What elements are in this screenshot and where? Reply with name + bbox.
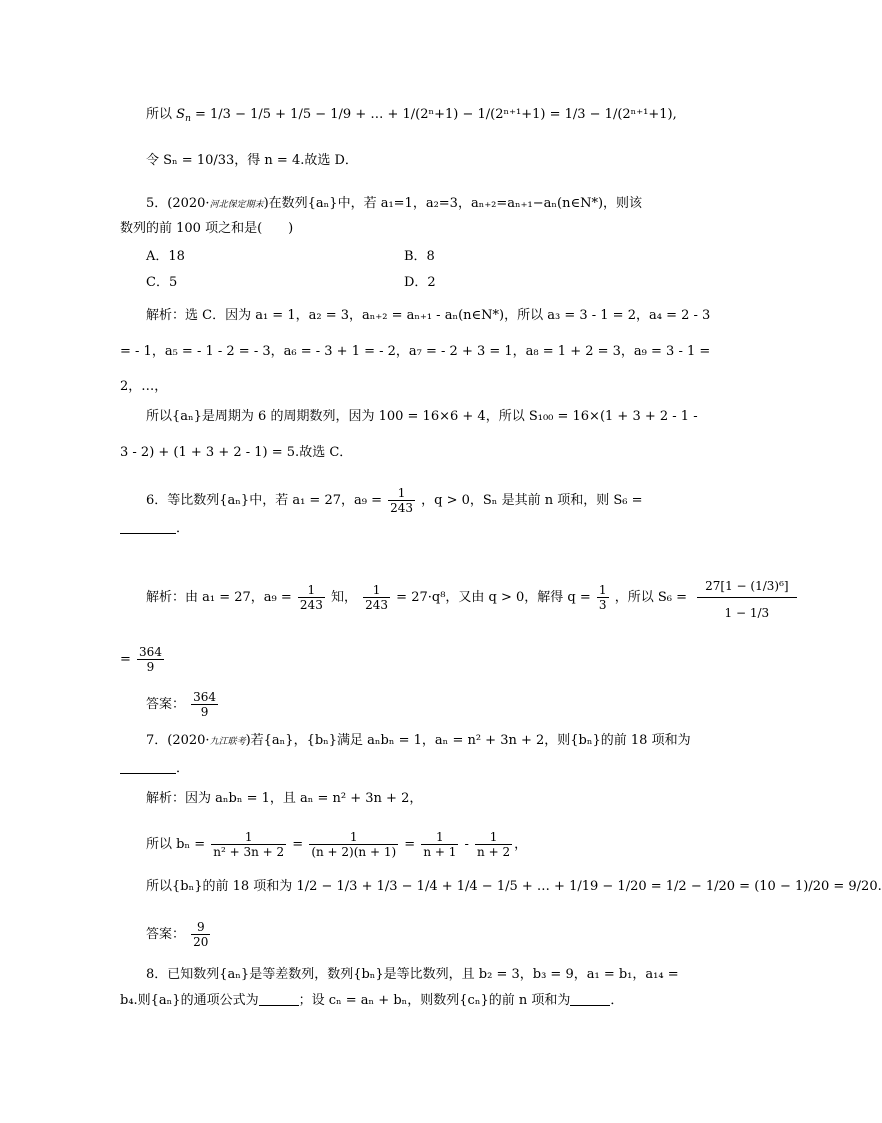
text: 所以 <box>146 107 173 122</box>
fraction-364-9-answer: $\frac{364}{9}$ <box>193 690 217 719</box>
solution-5-line5: 3 - 2) + (1 + 3 + 2 - 1) = 5.故选 C． <box>120 445 353 460</box>
let-line: 令 Sₙ = 10/33，得 n = 4.故选 D． <box>146 153 358 168</box>
answer-blank-6: ． <box>120 520 189 538</box>
fraction-364-9: $\frac{364}{9}$ <box>139 645 162 674</box>
answer-blank-7: ． <box>120 760 189 778</box>
problem-8-stem-cont: b₄.则{aₙ}的通项公式为 ；设 cₙ = aₙ + bₙ，则数列{cₙ}的前 n 项和为 ． <box>120 993 624 1008</box>
option-a: A．18 <box>146 249 185 264</box>
solution-6: 解析：由 a₁ = 27，a₉ = $\frac{1}{243}$ 知， $\frac{1}{243}$ = 27·q⁸，又由 q > 0，解得 q = $\frac{1}{3}$ ，所以 S₆ = $\frac{\text{27[1 − (1/3)⁶]}}{1 - 1/3}$ <box>146 575 799 620</box>
solution-7-line3: 所以{bₙ}的前 18 项和为 1/2 − 1/3 + 1/3 − 1/4 + 1/4 − 1/5 + … + 1/19 − 1/20 = 1/2 − 1/20 = (10 − 1)/20 = 9/20. <box>146 879 882 894</box>
source-tag: 河北保定期末 <box>209 200 264 210</box>
solution-5-line4: 所以{aₙ}是周期为 6 的周期数列，因为 100 = 16×6 + 4，所以 S₁₀₀ = 16×(1 + 3 + 2 - 1 - <box>146 409 698 424</box>
fraction-9-20: $\frac{9}{20}$ <box>193 920 209 949</box>
fraction-bn-2: $\frac{1}{(n + 2)(n + 1)}$ <box>311 830 397 859</box>
problem-5-stem-cont: 数列的前 100 项之和是( ) <box>120 221 294 236</box>
problem-6-stem <box>146 486 642 515</box>
formula: = 1/3 − 1/5 + 1/5 − 1/9 + … + 1/(2ⁿ+1) − 1/(2ⁿ⁺¹+1) = 1/3 − 1/(2ⁿ⁺¹+1), <box>195 107 677 122</box>
solution-5-line3: 2，…， <box>120 379 168 394</box>
option-d: D．2 <box>404 275 436 290</box>
fraction-bn-4: $\frac{1}{n + 2}$ <box>477 830 511 859</box>
fraction-1-3: $\frac{1}{3}$ <box>598 583 607 612</box>
problem-5-stem <box>146 195 642 214</box>
stem-text: )在数列{aₙ}中，若 a₁=1，a₂=3，aₙ₊₂=aₙ₊₁−aₙ(n∈N*)，则该 <box>263 196 643 211</box>
problem-7-stem: 7．(2020·九江联考)若{aₙ}，{bₙ}满足 aₙbₙ = 1，aₙ = n² + 3n + 2，则{bₙ}的前 18 项和为 <box>146 733 691 748</box>
fraction-1-243: $\frac{1}{243}$ <box>390 486 414 515</box>
option-b: B．8 <box>404 249 435 264</box>
option-c: C．5 <box>146 275 178 290</box>
solution-7-line1: 解析：因为 aₙbₙ = 1，且 aₙ = n² + 3n + 2， <box>146 791 423 806</box>
source-tag: 九江联考 <box>209 737 246 747</box>
fraction-1-243: $\frac{1}{243}$ <box>299 583 323 612</box>
stem-text-cont: ，q > 0，Sₙ 是其前 n 项和，则 S₆ = <box>421 493 643 508</box>
answer-7: 答案： $\frac{9}{20}$ <box>146 920 209 949</box>
problem-number: 5．(2020· <box>146 196 210 211</box>
fraction-1-243-b: $\frac{1}{243}$ <box>365 583 389 612</box>
fraction-bn-1: $\frac{1}{\text{n² + 3n + 2}}$ <box>213 830 285 859</box>
fraction-bn-3: $\frac{1}{n + 1}$ <box>423 830 457 859</box>
sum-formula: 1/2 − 1/3 + 1/3 − 1/4 + 1/4 − 1/5 + … + 1/19 − 1/20 = 1/2 − 1/20 = (10 − 1)/20 = 9/20. <box>296 879 882 894</box>
fraction-s6: $\frac{\text{27[1 − (1/3)⁶]}}{1 - 1/3}$ <box>697 575 796 620</box>
solution-6-result: = $\frac{364}{9}$ <box>120 645 162 674</box>
sum-line: 所以 $S_n = 1/3 - 1/5 + 1/5 - 1/9$ + … + 1/(2ⁿ+1) − 1/(2ⁿ⁺¹+1) = 1/3 − 1/(2ⁿ⁺¹+1), <box>146 107 677 124</box>
solution-5-line2: = - 1，a₅ = - 1 - 2 = - 3，a₆ = - 3 + 1 = - 2，a₇ = - 2 + 3 = 1，a₈ = 1 + 2 = 3，a₉ = 3 - 1 = <box>120 344 711 359</box>
solution-5-line1: 解析：选 C．因为 a₁ = 1，a₂ = 3，aₙ₊₂ = aₙ₊₁ - aₙ(n∈N*)，所以 a₃ = 3 - 1 = 2，a₄ = 2 - 3 <box>146 308 711 323</box>
solution-7-line2: 所以 bₙ = $\frac{1}{\text{n² + 3n + 2}}$ = $\frac{1}{(n + 2)(n + 1)}$ = $\frac{1}{n + 1}$ - $\frac{1}{n + 2}$ ， <box>146 830 528 859</box>
stem-text: 6．等比数列{aₙ}中，若 a₁ = 27，a₉ = <box>146 493 382 508</box>
problem-8-stem: 8．已知数列{aₙ}是等差数列，数列{bₙ}是等比数列，且 b₂ = 3，b₃ = 9，a₁ = b₁，a₁₄ = <box>146 967 679 982</box>
answer-6: 答案： $\frac{364}{9}$ <box>146 690 217 719</box>
